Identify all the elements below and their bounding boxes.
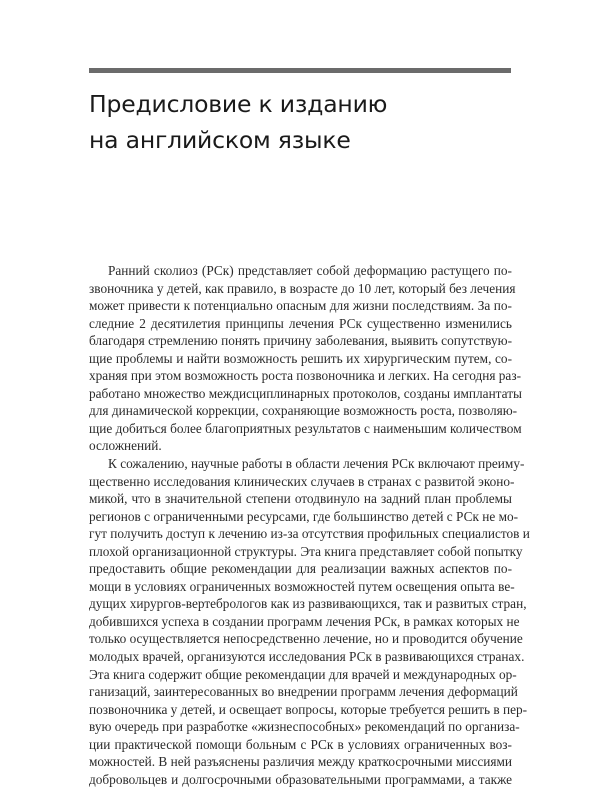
text-line: работано множество междисциплинарных протоколов, созданы имплантаты [89, 385, 522, 401]
text-line: только осуществляется непосредственно лечение, но и проводится обучение [89, 631, 523, 647]
text-line: мощи в условиях ограниченных возможностей путем освещения опыта ве- [89, 578, 515, 594]
text-line: вую очередь при разработке «жизнеспособных» рекомендаций по организа- [89, 719, 520, 735]
chapter-title-line-2: на английском языке [89, 126, 351, 154]
text-line: щие проблемы и найти возможность решить их хирургическим путем, со- [89, 350, 512, 366]
paragraph-2 [89, 455, 530, 788]
text-line: Эта книга содержит общие рекомендации для врачей и международных ор- [89, 666, 517, 682]
chapter-title-line-1: Предисловие к изданию [89, 90, 388, 118]
text-line: щественно исследования клинических случаев в странах с развитой эконо- [89, 473, 515, 489]
text-line: добровольцев и долгосрочными образовательными программами, а также [89, 771, 512, 787]
text-line: щие добиться более благоприятных результатов с наименьшим количеством [89, 420, 522, 436]
text-line: можностей. В ней разъяснены различия между краткосрочными миссиями [89, 754, 512, 770]
text-line: плохой организационной структуры. Эта книга представляет собой попытку [89, 543, 523, 559]
text-line: Ранний сколиоз (РСк) представляет собой деформацию растущего по- [108, 263, 512, 278]
text-line: осложнений. [89, 438, 162, 454]
text-line: микой, что в значительной степени отодвинуло на задний план проблемы [89, 491, 512, 507]
text-line: молодых врачей, организуются исследования РСк в развивающихся странах. [89, 649, 525, 665]
text-line: предоставить общие рекомендации для реализации важных аспектов по- [89, 561, 512, 577]
text-line: ции практической помощи больным с РСк в условиях ограниченных воз- [89, 736, 512, 752]
text-line: регионов с ограниченными ресурсами, где большинство детей с РСк не мо- [89, 508, 519, 524]
text-line: благодаря стремлению понять причину заболевания, выявить сопутствую- [89, 333, 512, 349]
text-line: храняя при этом возможность роста позвоночника и легких. На сегодня раз- [89, 368, 522, 384]
text-line: для динамической коррекции, сохраняющие возможность роста, позволяю- [89, 403, 518, 419]
text-line: звоночника у детей, как правило, в возрасте до 10 лет, который без лечения [89, 280, 516, 296]
chapter-top-rule [89, 68, 511, 73]
body-text [89, 262, 530, 788]
text-line: добившихся успеха в создании программ лечения РСк, в рамках которых не [89, 613, 520, 629]
text-line: гут получить доступ к лечению из-за отсутствия профильных специалистов и [89, 526, 530, 542]
text-line: К сожалению, научные работы в области лечения РСк включают преиму- [108, 456, 525, 472]
text-line: следние 2 десятилетия принципы лечения РСк существенно изменились [89, 315, 512, 331]
chapter-title [89, 86, 519, 158]
text-line: позвоночника у детей, и освещает вопросы, которые требуется решить в пер- [89, 701, 528, 717]
paragraph-1 [89, 262, 522, 455]
text-line: дущих хирургов-вертебрологов как из развивающихся, так и развитых стран, [89, 596, 527, 612]
text-line: может привести к потенциально опасным для жизни последствиям. За по- [89, 298, 512, 314]
text-line: ганизаций, заинтересованных во внедрении программ лечения деформаций [89, 684, 518, 700]
